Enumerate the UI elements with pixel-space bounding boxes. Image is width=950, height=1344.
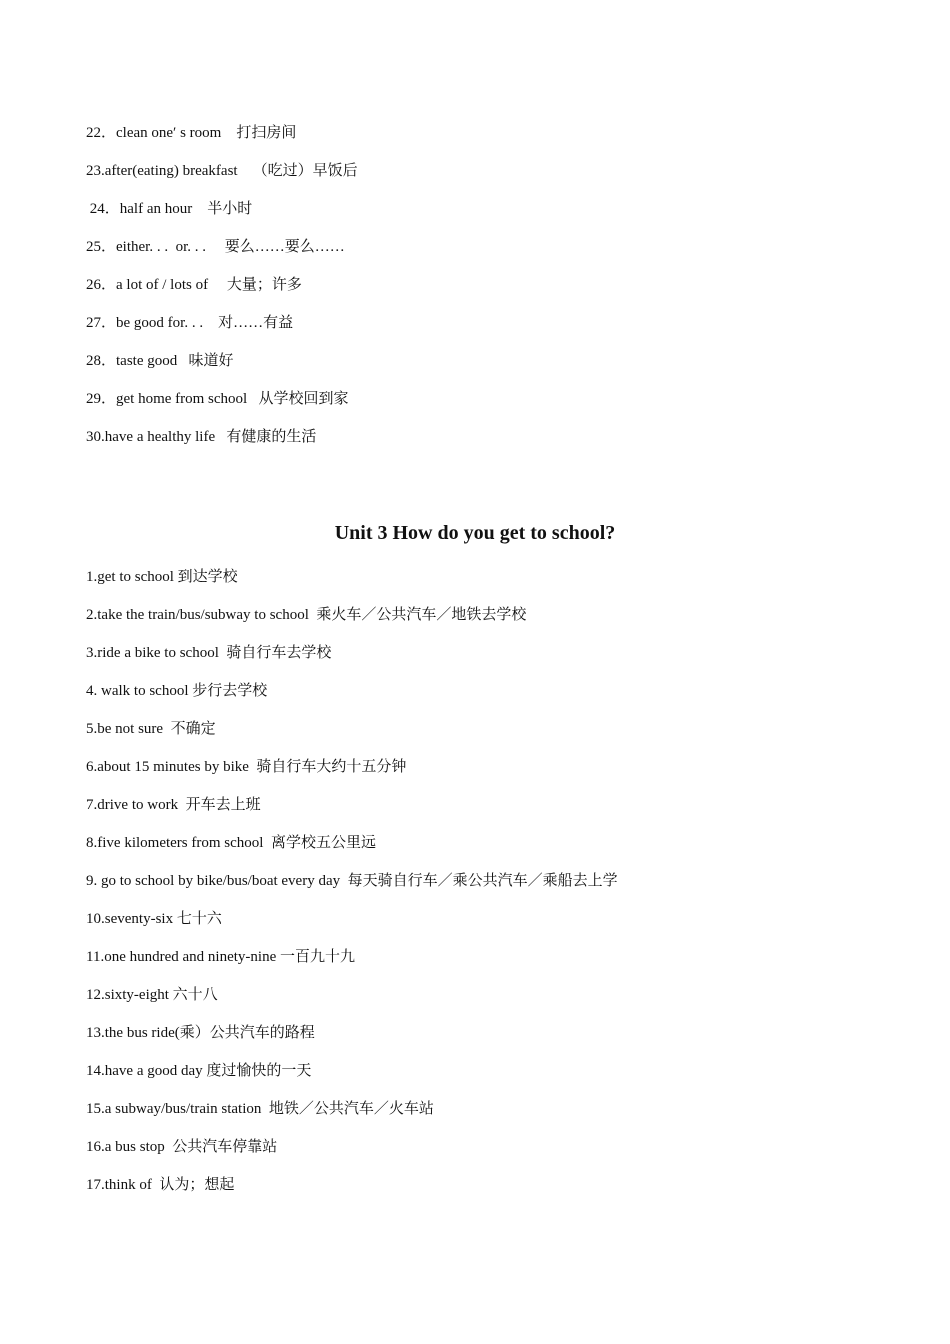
list-item: 3.ride a bike to school 骑自行车去学校	[86, 645, 332, 661]
list-item: 29．get home from school 从学校回到家	[86, 391, 349, 407]
unit-title: Unit 3 How do you get to school?	[334, 522, 616, 544]
list-item: 15.a subway/bus/train station 地铁／公共汽车／火车站	[86, 1101, 434, 1117]
list-item: 12.sixty-eight 六十八	[86, 987, 218, 1003]
list-item: 17.think of 认为；想起	[86, 1177, 235, 1193]
list-item: 13.the bus ride(乘）公共汽车的路程	[86, 1025, 315, 1041]
list-item: 23.after(eating) breakfast （吃过）早饭后	[86, 163, 358, 179]
list-item: 30.have a healthy life 有健康的生活	[86, 429, 317, 445]
phrase-list-unit3	[86, 565, 886, 1211]
list-item: 14.have a good day 度过愉快的一天	[86, 1063, 312, 1079]
list-item: 9. go to school by bike/bus/boat every day 每天骑自行车／乘公共汽车／乘船去上学	[86, 873, 618, 889]
list-item: 16.a bus stop 公共汽车停靠站	[86, 1139, 278, 1155]
list-item: 5.be not sure 不确定	[86, 721, 216, 737]
list-item: 28．taste good 味道好	[86, 353, 234, 369]
list-item: 4. walk to school 步行去学校	[86, 683, 268, 699]
list-item: 7.drive to work 开车去上班	[86, 797, 261, 813]
list-item: 11.one hundred and ninety-nine 一百九十九	[86, 949, 355, 965]
list-item: 6.about 15 minutes by bike 骑自行车大约十五分钟	[86, 759, 407, 775]
list-item: 27．be good for. . . 对……有益	[86, 315, 294, 331]
list-item: 1.get to school 到达学校	[86, 569, 238, 585]
list-item: 24．half an hour 半小时	[86, 201, 253, 217]
list-item: 8.five kilometers from school 离学校五公里远	[86, 835, 376, 851]
list-item: 10.seventy-six 七十六	[86, 911, 222, 927]
list-item: 22．clean one′ s room 打扫房间	[86, 125, 297, 141]
list-item: 2.take the train/bus/subway to school 乘火车／公共汽车／地铁去学校	[86, 607, 527, 623]
list-item: 26．a lot of / lots of 大量；许多	[86, 277, 302, 293]
phrase-list-unit2-continued	[86, 121, 886, 463]
list-item: 25．either. . . or. . . 要么……要么……	[86, 239, 345, 255]
